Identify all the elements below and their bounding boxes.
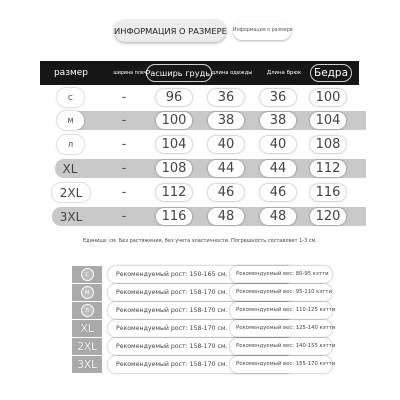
header-size: размер [53,68,89,78]
recommendation-row [72,356,372,373]
rec-weight: Рекомендуемый вес: 95-110 кэтти [230,284,332,301]
hip-value: 116 [310,184,346,201]
length-value: 40 [260,136,296,153]
shoulder-value: - [121,90,127,105]
rec-height: Рекомендуемый рост: 158-170 см. [108,320,294,337]
chest-value: 112 [156,184,192,201]
header-chest: Расшиpь грудь. [146,64,212,82]
chest-value: 104 [156,136,192,153]
table-row [0,207,400,226]
shoulder-value: - [121,137,127,152]
rec-size-badge [72,338,102,355]
rec-size-label: XL [80,322,94,335]
shoulder-value: - [121,209,127,224]
hip-value: 100 [310,89,346,106]
table-row [0,111,400,130]
hip-value: 112 [310,160,346,177]
rec-weight: Рекомендуемый вес: 125-140 кэтти [230,320,332,337]
rec-size-label: Л [81,304,94,317]
size-badge: XL [55,159,85,178]
rec-height: Рекомендуемый рост: 150-165 см. [108,266,294,283]
chest-value: 108 [156,160,192,177]
recommendation-row [72,302,372,319]
sleeve-value: 38 [208,112,244,129]
table-row [0,135,400,154]
table-header [40,61,359,85]
rec-height: Рекомендуемый рост: 158-170 см. [108,302,294,319]
title-subtitle: Информация о размере [233,22,291,40]
hip-value: 104 [310,112,346,129]
size-badge: 2XL [52,183,90,202]
hip-value: 108 [310,136,346,153]
rec-size-badge [72,284,102,301]
size-badge: С [57,88,84,107]
rec-size-badge [72,320,102,337]
rec-size-badge [72,266,102,283]
recommendation-row [72,266,372,283]
rec-size-label: 2XL [77,340,97,353]
header-shoulder: ширина плеч [113,70,147,76]
length-value: 36 [260,89,296,106]
rec-size-badge [72,356,102,373]
header-sleeve: длина одежды [211,70,253,76]
rec-height: Рекомендуемый рост: 158-170 см. [108,338,294,355]
shoulder-value: - [121,161,127,176]
sleeve-value: 40 [208,136,244,153]
rec-size-label: С [81,268,94,281]
table-row [0,183,400,202]
rec-size-label: 3XL [77,358,97,371]
rec-height: Рекомендуемый рост: 158-170 см. [108,356,294,373]
size-badge: М [57,111,84,130]
length-value: 48 [260,208,296,225]
recommendation-row [72,338,372,355]
shoulder-value: - [121,185,127,200]
rec-height: Рекомендуемый рост: 158-170 см. [108,284,294,301]
rec-weight: Рекомендуемый вес: 80-95 кэтти [230,266,332,283]
rec-size-label: М [81,286,94,299]
size-badge: 3XL [52,207,90,226]
recommendation-row [72,320,372,337]
chest-value: 100 [156,112,192,129]
sleeve-value: 46 [208,184,244,201]
measurement-note: Единица: см. Без растяжения, без учета эластичности. Погрешность составляет 1-3 см. [83,238,317,244]
chest-value: 96 [156,89,192,106]
header-hip: Бедра [310,64,352,82]
hip-value: 120 [310,208,346,225]
sleeve-value: 44 [208,160,244,177]
sleeve-value: 36 [208,89,244,106]
sleeve-value: 48 [208,208,244,225]
rec-weight: Рекомендуемый вес: 155-170 кэтти [230,356,332,373]
rec-weight: Рекомендуемый вес: 110-125 кэтти [230,302,332,319]
length-value: 38 [260,112,296,129]
rec-size-badge [72,302,102,319]
shoulder-value: - [121,113,127,128]
header-length: Длина брюк [266,70,302,76]
table-row [0,88,400,107]
length-value: 46 [260,184,296,201]
size-badge: Л [57,135,84,154]
length-value: 44 [260,160,296,177]
recommendation-row [72,284,372,301]
chest-value: 116 [156,208,192,225]
table-row [0,159,400,178]
title-pill: ИНФОРМАЦИЯ О РАЗМЕРЕ [114,20,226,42]
rec-weight: Рекомендуемый вес: 140-155 кэтти [230,338,332,355]
